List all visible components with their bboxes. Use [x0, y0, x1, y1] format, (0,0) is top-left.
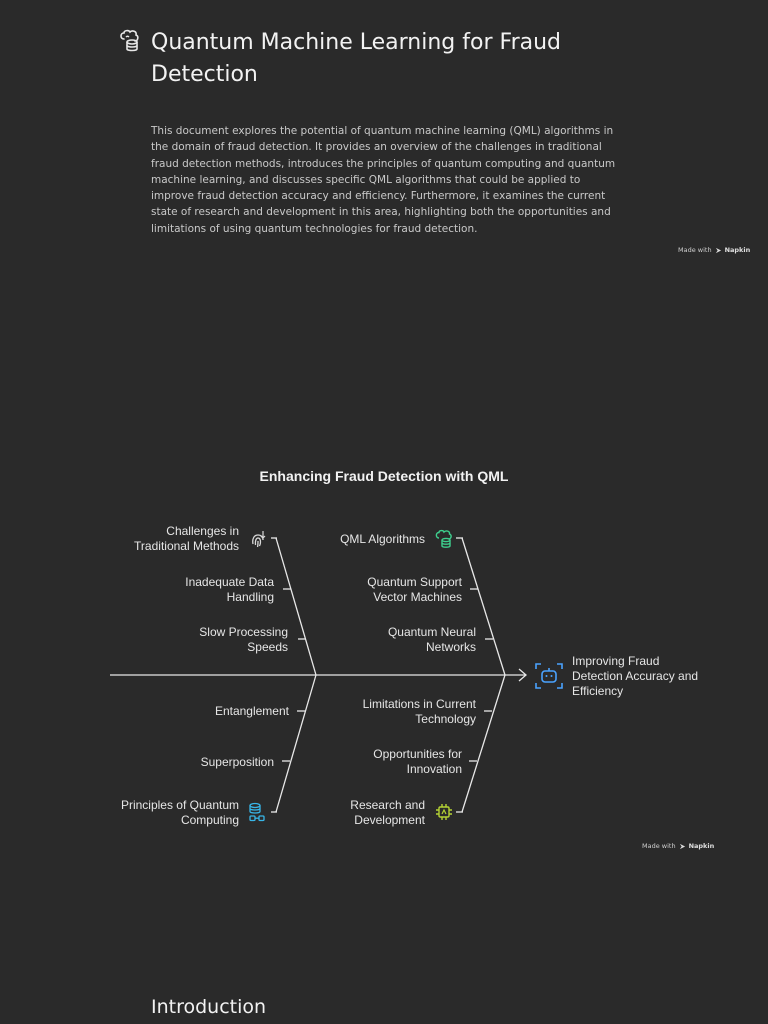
brain-database-icon [434, 529, 454, 549]
bone-bottom-left [276, 675, 316, 812]
watermark-brand: Napkin [688, 842, 715, 850]
cause-opportunities-innovation: Opportunities for Innovation [373, 747, 462, 776]
watermark-made-with: Made with [642, 842, 676, 850]
circuit-chip-icon [434, 802, 454, 822]
napkin-logo-icon [715, 247, 722, 254]
diagram-title: Enhancing Fraud Detection with QML [259, 468, 509, 484]
watermark-made-with: Made with [678, 246, 712, 254]
cause-inadequate-data-handling: Inadequate Data Handling [185, 575, 274, 604]
category-challenges-traditional: Challenges in Traditional Methods [134, 524, 239, 553]
watermark-brand: Napkin [724, 246, 751, 254]
cause-quantum-neural-networks: Quantum Neural Networks [387, 625, 476, 654]
cause-limitations-current-technology: Limitations in Current Technology [362, 697, 476, 726]
cause-superposition: Superposition [200, 755, 274, 769]
outcome-label: Improving Fraud Detection Accuracy and Efficiency [572, 654, 699, 698]
category-research-development: Research and Development [350, 798, 425, 827]
category-qml-algorithms: QML Algorithms [340, 532, 425, 546]
cause-entanglement: Entanglement [214, 704, 289, 718]
cause-slow-processing-speeds: Slow Processing Speeds [199, 625, 288, 654]
intro-paragraph: This document explores the potential of quantum machine learning (QML) algorithms in the domain of fraud detection. It provides an overview of the challenges in traditional fraud detection methods, introduces the principles of quantum computing and quantum machine learning, and discusses specific QML algorithms that could be applied to improve fraud detection accuracy and efficiency. Furthermore, it examines the current state of research and development in this area, highlighting both the opportunities and limitations of using quantum technologies for fraud detection. [151, 125, 616, 235]
napkin-watermark[interactable] [678, 246, 750, 254]
bone-bottom-right [462, 675, 505, 812]
section-heading-introduction: Introduction [151, 996, 267, 1018]
page-title: Quantum Machine Learning for Fraud Detection [151, 30, 561, 87]
napkin-logo-icon [679, 843, 686, 850]
header [118, 27, 598, 91]
robot-face-icon [534, 661, 564, 691]
fingerprint-icon [248, 530, 268, 550]
database-network-icon [247, 802, 267, 822]
napkin-watermark-diagram[interactable] [642, 842, 714, 850]
category-principles-quantum-computing: Principles of Quantum Computing [120, 798, 239, 827]
cause-quantum-svm: Quantum Support Vector Machines [367, 575, 462, 604]
brain-database-icon [118, 29, 142, 53]
